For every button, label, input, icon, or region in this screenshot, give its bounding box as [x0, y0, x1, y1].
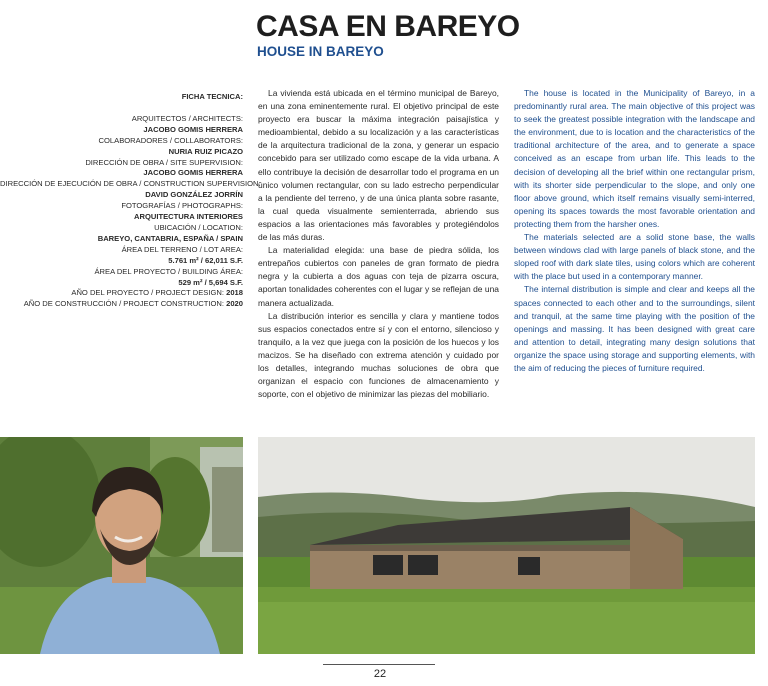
sheet-label: FOTOGRAFÍAS / PHOTOGRAPHS:	[121, 201, 243, 211]
english-text-column	[514, 87, 755, 375]
sheet-label: ÁREA DEL TERRENO / LOT AREA:	[121, 244, 243, 254]
sheet-value: DAVID GONZÁLEZ JORRÍN	[145, 190, 243, 200]
sheet-value: 5.761 m² / 62,011 S.F.	[168, 255, 243, 265]
spanish-paragraph: La vivienda está ubicada en el término municipal de Bareyo, en una zona eminentemente rural. El objetivo principal de este proyecto era buscar la máxima integración paisajística y medioambiental, debido a su localización y a las características de la arquitectura tradicional de la zona, y generar un espacio concebido para ser utilizado como escape de la vida urbana. A ello contribuye la decisión de desarrollar todo el programa en un único volumen rectangular, con su lado estrecho perpendicular a la pendiente del terreno, y de una única planta sobre rasante, la cual queda visualmente semienterrada, abriendo sus espacios a las orientaciones más favorables y protegiéndolos de las más duras.	[258, 88, 499, 243]
technical-sheet	[0, 92, 261, 310]
sheet-value: NURIA RUIZ PICAZO	[168, 146, 243, 156]
page-number: 22	[373, 668, 387, 680]
page-subtitle: HOUSE IN BAREYO	[257, 44, 384, 59]
footer-divider	[323, 664, 435, 665]
english-paragraph: The internal distribution is simple and clear and keeps all the spaces connected to each other and to the surroundings, silent and tranquil, at the same time playing with the position of the openings and massing. It has been designed with great care and attention to detail, integrating many design solutions that organize the space using storage and supporting elements, with the aim of reducing the pieces of furniture required.	[514, 284, 755, 373]
sheet-label: ÁREA DEL PROYECTO / BUILDING ÁREA:	[94, 266, 243, 276]
spanish-paragraph: La distribución interior es sencilla y clara y mantiene todos sus espacios conectados entre sí y con el entorno, silencioso y tranquilo, a la vez que juega con la posición de los huecos y los macizos. Se ha diseñado con extrema atención y cuidado por los detalles, integrando muchas soluciones de obra que organizan el espacio con funciones de almacenamiento y soporte, con el objetivo de minimizar las piezas del mobiliario.	[258, 310, 499, 400]
project-design-row	[0, 288, 243, 299]
sheet-value: 2020	[226, 299, 243, 309]
sheet-value: JACOBO GOMIS HERRERA	[143, 124, 243, 134]
sheet-label: AÑO DEL PROYECTO / PROJECT DESIGN:	[71, 288, 227, 298]
sheet-label: UBICACIÓN / LOCATION:	[154, 222, 243, 232]
sheet-label: DIRECCIÓN DE OBRA / SITE SUPERVISION:	[85, 157, 243, 167]
english-paragraph: The materials selected are a solid stone base, the walls between windows clad with large panels of black stone, and the sloped roof with dark slate tiles, using colors which are coherent with the place but used in a contemporary manner.	[514, 232, 755, 282]
project-construction-row	[0, 299, 243, 310]
house-exterior-photo	[258, 437, 755, 654]
spanish-text-column	[258, 87, 499, 401]
sheet-value: JACOBO GOMIS HERRERA	[143, 168, 243, 178]
page-title: CASA EN BAREYO	[256, 10, 520, 43]
technical-sheet-heading: FICHA TECNICA:	[181, 92, 243, 101]
sheet-label: AÑO DE CONSTRUCCIÓN / PROJECT CONSTRUCTION:	[23, 299, 227, 309]
spanish-paragraph: La materialidad elegida: una base de piedra sólida, los entrepaños cubiertos con paneles de gran formato de piedra negra y la cubierta a dos aguas con teja de pizarra oscura, aportan tonalidades coherentes con el lugar y se reflejan de una manera actualizada.	[258, 245, 499, 308]
sheet-label: ARQUITECTOS / ARCHITECTS:	[131, 113, 243, 123]
sheet-value: ARQUITECTURA INTERIORES	[134, 212, 243, 222]
architect-portrait-photo	[0, 437, 243, 654]
sheet-value: BAREYO, CANTABRIA, ESPAÑA / SPAIN	[97, 233, 243, 243]
sheet-label: DIRECCIÓN DE EJECUCIÓN DE OBRA / CONSTRUCTION SUPERVISION:	[0, 179, 261, 189]
sheet-label: COLABORADORES / COLLABORATORS:	[98, 135, 243, 145]
english-paragraph: The house is located in the Municipality of Bareyo, in a predominantly rural area. The main objective of this project was to seek the greatest possible integration with the landscape and the environment, due to is location and the characteristics of the traditional architecture of the area, and to generate a space conceived as an escape from urban life. This leads to the decision of developing all the brief within one rectangular prism, with its shorter side perpendicular to the slope, and only one floor above ground, which itself remains visually semi-interred, opening its spaces towards the most favorable orientation and protecting them from the harsher ones.	[514, 88, 755, 229]
sheet-value: 529 m² / 5,694 S.F.	[178, 277, 243, 287]
sheet-value: 2018	[226, 288, 243, 298]
